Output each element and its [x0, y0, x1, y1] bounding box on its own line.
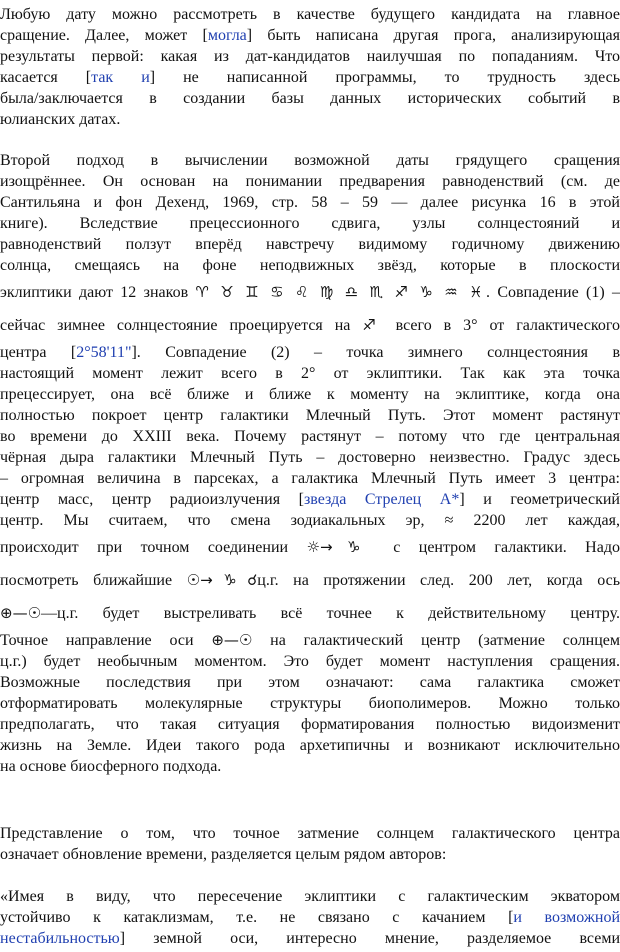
text-line [0, 928, 620, 949]
text-span: ] быть написана другая прога, анализирующая [246, 27, 620, 44]
sun-capricorn-conjunction-icon: ☉→♑☌ [186, 571, 258, 589]
text-line: центр. Мы считаем, что смена зодиакальных эр, ≈ 2200 лет каждая, [0, 512, 620, 529]
sagittarius-icon: ♐ [362, 316, 384, 334]
text-line: Представление о том, что точное затмение солнцем галактического центра [0, 825, 620, 842]
text-span: ] земной оси, интересно мнение, разделяемое всеми [119, 930, 620, 947]
text-span: с центром галактики. Надо [374, 539, 620, 556]
text-line [0, 276, 620, 309]
text-span: центра [ [0, 344, 77, 361]
text-line: ц.г.) будет необычным моментом. Это будет момент наступления сращения. [0, 653, 620, 670]
text-line [0, 342, 620, 363]
text-span: посмотреть ближайшие [0, 572, 187, 589]
text-line: изощрённее. Он основан на понимании предварения равноденствий (см. де [0, 173, 620, 190]
text-span: всего в 3° от галактического [383, 317, 620, 334]
paragraph-3 [0, 823, 620, 865]
text-line [0, 564, 620, 597]
text-line: Второй подход в вычислении возможной даты грядущего сращения [0, 152, 620, 169]
text-span: устойчиво к катаклизмам, т.е. не связано с качанием [ [0, 909, 514, 926]
text-line: на основе биосферного подхода. [0, 758, 222, 775]
text-span: Точное направление оси [0, 632, 212, 649]
text-line: жизнь на Земле. Идеи такого рода архетипичны и возникают исключительно [0, 737, 620, 754]
text-line: прецессирует, она всё ближе и ближе к моменту на эклиптике, когда она [0, 386, 620, 403]
text-span: ]. Совпадение (2) – точка зимнего солнцестояния в [131, 344, 620, 361]
text-line [0, 67, 620, 88]
link-galactic-center-offset[interactable]: 2°58'11" [76, 344, 132, 361]
text-line: Любую дату можно рассмотреть в качестве будущего кандидата на главное [0, 6, 620, 23]
paragraph-1 [0, 4, 620, 130]
text-span: ] и геометрический [459, 491, 620, 508]
text-line: Сантильяна и фон Дехенд, 1969, стр. 58 – 59 — далее рисунка 16 в этой [0, 194, 620, 211]
text-line: была/заключается в создании базы данных исторических событий в [0, 90, 620, 107]
text-line: отформатировать молекулярные структуры биополимеров. Можно только [0, 695, 620, 712]
text-span: ] не написанной программы, то трудность здесь [149, 69, 620, 86]
zodiac-symbols-icon: ♈ ♉ ♊ ♋ ♌ ♍ ♎ ♏ ♐ ♑ ♒ ♓ [195, 283, 486, 301]
paragraph-4-quote [0, 886, 620, 949]
text-line [0, 531, 620, 564]
text-span: сейчас зимнее солнцестояние проецируется на [0, 317, 363, 334]
text-line: результаты первой: какая из дат-кандидатов наилучшая по попаданиям. Что [0, 48, 620, 65]
text-line [0, 907, 620, 928]
text-line: во времени до XXIII века. Почему растянут – потому что где центральная [0, 428, 620, 445]
link-sagittarius-a-star[interactable]: звезда Стрелец А* [303, 491, 460, 508]
link-mogla[interactable]: могла [207, 27, 247, 44]
link-tak-i[interactable]: так и [91, 69, 150, 86]
paragraph-2 [0, 150, 620, 777]
text-line [0, 630, 620, 651]
text-span: происходит при точном соединении [0, 539, 307, 556]
earth-sun-axis-icon: ⊕—☉ [0, 604, 42, 622]
text-span: касается [ [0, 69, 92, 86]
text-line [0, 597, 620, 630]
link-possible-instability-cont[interactable]: нестабильностью [0, 930, 120, 947]
text-line: солнца, смещаясь на фоне неподвижных звёзд, которые в плоскости [0, 257, 620, 274]
text-span: эклиптики дают 12 знаков [0, 284, 196, 301]
text-span: на галактический центр (затмение солнцем [252, 632, 620, 649]
text-span: ц.г. на протяжении след. 200 лет, когда ось [257, 572, 620, 589]
sun-to-capricorn-icon: ☼→♑ [306, 538, 375, 556]
text-line: книге). Вследствие прецессионного сдвига, узлы солнцестояний и [0, 215, 620, 232]
text-line: Возможные последствия при этом означают: сама галактика сможет [0, 674, 620, 691]
text-line: равноденствий ползут вперёд навстречу видимому годичному движению [0, 236, 620, 253]
text-span: сращение. Далее, может [ [0, 27, 208, 44]
text-span: центр масс, центр радиоизлучения [ [0, 491, 304, 508]
text-span: . Совпадение (1) – [485, 284, 620, 301]
text-line: настоящий момент лежит всего в 2° от эклиптики. Так как эта точка [0, 365, 620, 382]
text-line: означает обновление времени, разделяется целым рядом авторов: [0, 846, 447, 863]
text-line: полностью покроет центр галактики Млечный Путь. Этот момент растянут [0, 407, 620, 424]
text-line: предполагать, что такая ситуация форматирования полностью видоизменит [0, 716, 620, 733]
text-line [0, 489, 620, 510]
link-possible-instability[interactable]: и возможной [513, 909, 620, 926]
text-span: —ц.г. будет выстреливать всё точнее к действительному центру. [41, 605, 620, 622]
text-line [0, 25, 620, 46]
text-line: чёрная дыра галактики Млечный Путь – достоверно неизвестно. Градус здесь [0, 449, 620, 466]
text-line: – огромная величина в парсеках, а галактика Млечный Путь имеет 3 центра: [0, 470, 620, 487]
earth-sun-axis-icon: ⊕—☉ [211, 631, 253, 649]
text-line: юлианских датах. [0, 111, 121, 128]
text-line: «Имея в виду, что пересечение эклиптики с галактическим экватором [0, 888, 620, 905]
text-line [0, 309, 620, 342]
